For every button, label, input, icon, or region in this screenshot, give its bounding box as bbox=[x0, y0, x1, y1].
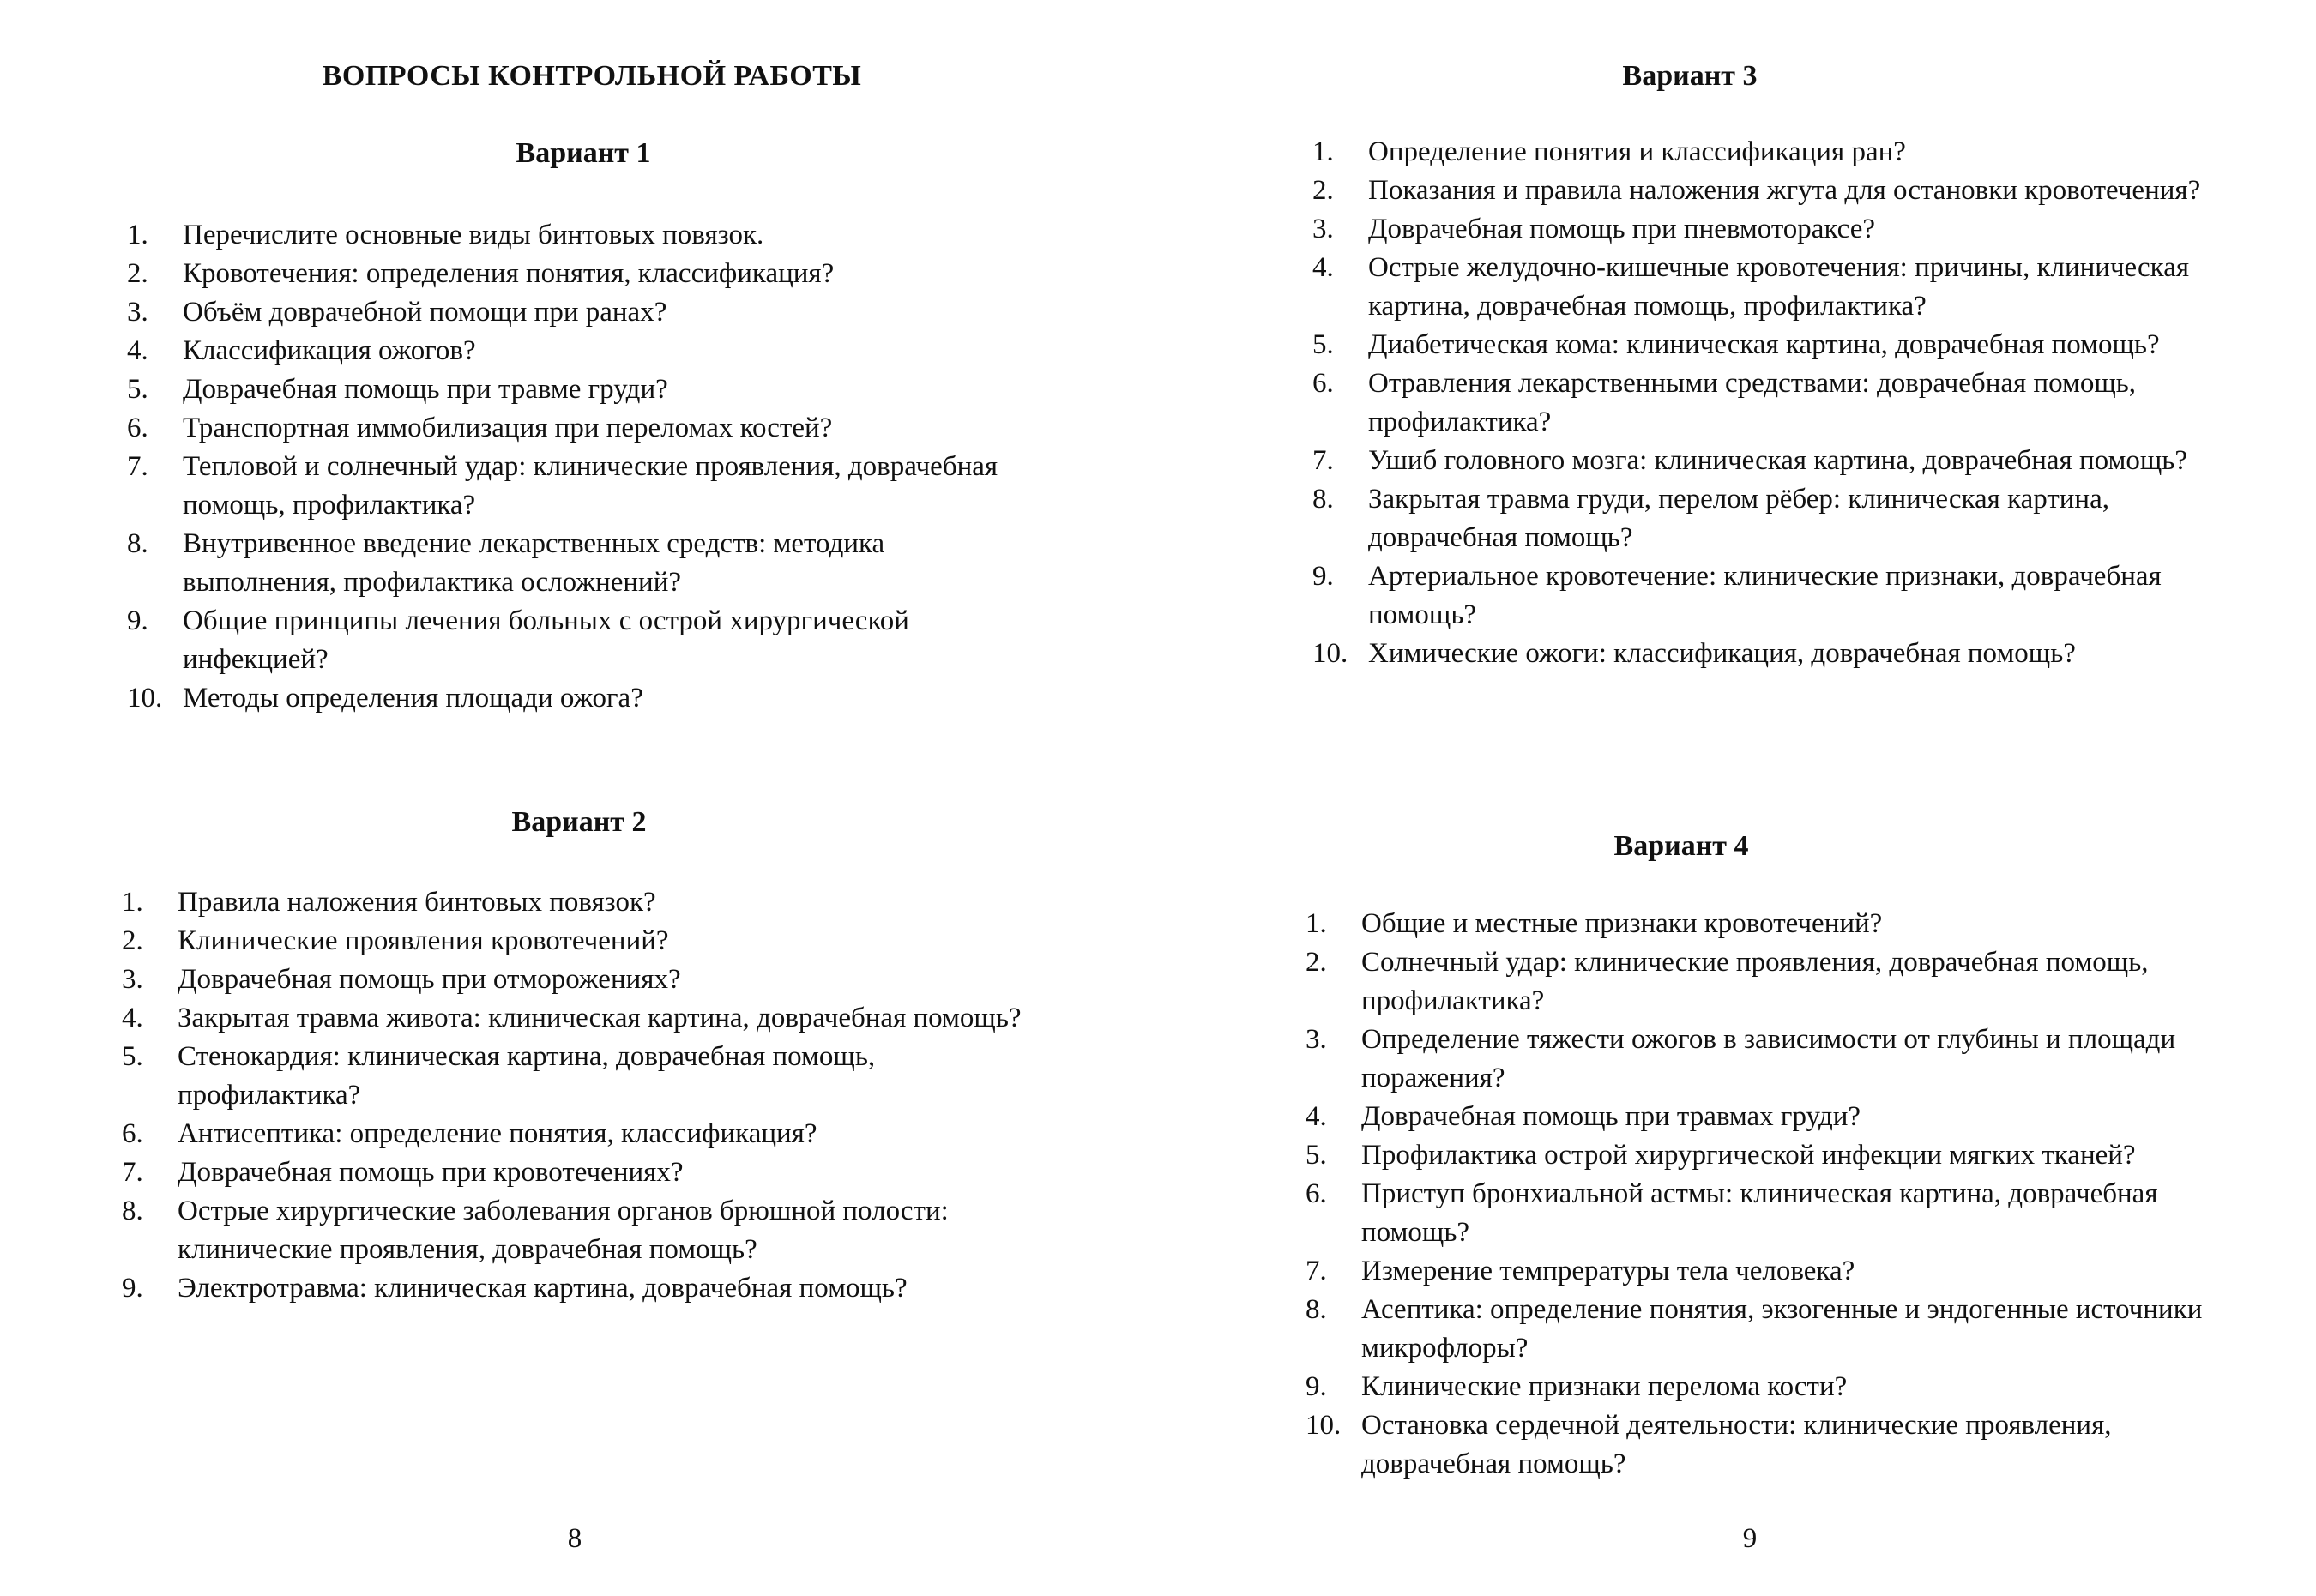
question-item bbox=[1306, 1136, 2258, 1175]
question-text: Приступ бронхиальной астмы: клиническая картина, доврачебная помощь? bbox=[1361, 1178, 2158, 1248]
page-number-left: 8 bbox=[567, 1523, 582, 1554]
variant-4-heading: Вариант 4 bbox=[1613, 830, 1749, 862]
question-number: 3. bbox=[1306, 1024, 1327, 1055]
question-item bbox=[122, 1269, 1036, 1308]
question-text: Антисептика: определение понятия, классификация? bbox=[178, 1118, 817, 1149]
question-number: 5. bbox=[122, 1041, 143, 1072]
question-text: Электротравма: клиническая картина, доврачебная помощь? bbox=[178, 1273, 908, 1304]
question-item bbox=[122, 1115, 1036, 1153]
question-text: Ушиб головного мозга: клиническая картина, доврачебная помощь? bbox=[1368, 445, 2187, 476]
question-item bbox=[122, 883, 1036, 922]
question-item bbox=[1306, 905, 2258, 943]
question-number: 7. bbox=[1306, 1256, 1327, 1286]
page-number-right: 9 bbox=[1742, 1523, 1758, 1554]
question-item bbox=[1306, 1098, 2258, 1136]
question-text: Острые хирургические заболевания органов брюшной полости: клинические проявления, доврачебная помощь? bbox=[178, 1195, 949, 1265]
question-item bbox=[1306, 1406, 2258, 1484]
variant-1-heading: Вариант 1 bbox=[516, 137, 651, 169]
question-number: 6. bbox=[122, 1118, 143, 1149]
question-text: Измерение темпрературы тела человека? bbox=[1361, 1256, 1855, 1286]
question-item bbox=[1306, 943, 2258, 1021]
question-item bbox=[1312, 210, 2256, 249]
question-item bbox=[122, 1153, 1036, 1192]
variant-4-question-list bbox=[1306, 905, 2258, 1484]
question-number: 8. bbox=[122, 1195, 143, 1226]
question-item bbox=[1306, 1252, 2258, 1291]
question-item bbox=[1306, 1175, 2258, 1252]
question-item bbox=[1312, 249, 2256, 326]
question-text: Закрытая травма живота: клиническая картина, доврачебная помощь? bbox=[178, 1003, 1022, 1033]
question-number: 7. bbox=[1312, 445, 1334, 476]
question-item bbox=[122, 999, 1036, 1038]
question-number: 10. bbox=[127, 683, 163, 714]
question-text: Общие и местные признаки кровотечений? bbox=[1361, 908, 1883, 939]
question-item bbox=[127, 448, 1036, 525]
question-text: Профилактика острой хирургической инфекции мягких тканей? bbox=[1361, 1140, 2136, 1171]
question-item bbox=[1306, 1368, 2258, 1406]
variant-3-heading: Вариант 3 bbox=[1622, 60, 1758, 92]
question-item bbox=[1312, 364, 2256, 442]
question-number: 2. bbox=[1306, 947, 1327, 978]
question-text: Тепловой и солнечный удар: клинические проявления, доврачебная помощь, профилактика? bbox=[183, 451, 998, 521]
question-text: Клинические признаки перелома кости? bbox=[1361, 1371, 1848, 1402]
question-text: Артериальное кровотечение: клинические признаки, доврачебная помощь? bbox=[1368, 561, 2162, 630]
question-number: 5. bbox=[127, 374, 148, 405]
question-text: Диабетическая кома: клиническая картина, доврачебная помощь? bbox=[1368, 329, 2160, 360]
question-number: 4. bbox=[127, 335, 148, 366]
question-item bbox=[127, 255, 1036, 293]
question-text: Доврачебная помощь при отморожениях? bbox=[178, 964, 681, 995]
question-number: 9. bbox=[1312, 561, 1334, 592]
question-item bbox=[122, 922, 1036, 961]
question-text: Стенокардия: клиническая картина, доврачебная помощь, профилактика? bbox=[178, 1041, 876, 1111]
question-item bbox=[127, 293, 1036, 332]
question-item bbox=[122, 961, 1036, 999]
question-text: Отравления лекарственными средствами: доврачебная помощь, профилактика? bbox=[1368, 368, 2137, 437]
question-number: 9. bbox=[127, 605, 148, 636]
question-item bbox=[127, 525, 1036, 602]
question-number: 1. bbox=[1312, 136, 1334, 167]
question-item bbox=[127, 409, 1036, 448]
question-item bbox=[127, 602, 1036, 679]
variant-3-question-list bbox=[1312, 133, 2256, 673]
question-number: 9. bbox=[122, 1273, 143, 1304]
question-number: 3. bbox=[1312, 214, 1334, 244]
question-number: 2. bbox=[1312, 175, 1334, 206]
right-page bbox=[1158, 0, 2316, 1596]
question-number: 5. bbox=[1306, 1140, 1327, 1171]
question-number: 6. bbox=[1306, 1178, 1327, 1209]
question-item bbox=[1306, 1021, 2258, 1098]
question-text: Общие принципы лечения больных с острой хирургической инфекцией? bbox=[183, 605, 909, 675]
question-item bbox=[127, 216, 1036, 255]
question-text: Объём доврачебной помощи при ранах? bbox=[183, 297, 667, 328]
question-number: 8. bbox=[1306, 1294, 1327, 1325]
question-number: 2. bbox=[127, 258, 148, 289]
question-number: 5. bbox=[1312, 329, 1334, 360]
question-number: 4. bbox=[122, 1003, 143, 1033]
question-text: Методы определения площади ожога? bbox=[183, 683, 643, 714]
question-text: Доврачебная помощь при травме груди? bbox=[183, 374, 668, 405]
question-number: 10. bbox=[1312, 638, 1348, 669]
question-text: Кровотечения: определения понятия, классификация? bbox=[183, 258, 835, 289]
question-item bbox=[1312, 635, 2256, 673]
question-number: 10. bbox=[1306, 1410, 1342, 1441]
variant-1-question-list bbox=[127, 216, 1036, 718]
question-number: 7. bbox=[122, 1157, 143, 1188]
question-text: Показания и правила наложения жгута для остановки кровотечения? bbox=[1368, 175, 2201, 206]
question-item bbox=[127, 370, 1036, 409]
question-text: Химические ожоги: классификация, доврачебная помощь? bbox=[1368, 638, 2076, 669]
question-text: Определение тяжести ожогов в зависимости от глубины и площади поражения? bbox=[1361, 1024, 2176, 1093]
question-number: 9. bbox=[1306, 1371, 1327, 1402]
question-number: 2. bbox=[122, 925, 143, 956]
question-text: Внутривенное введение лекарственных средств: методика выполнения, профилактика осложнений? bbox=[183, 528, 885, 598]
question-text: Правила наложения бинтовых повязок? bbox=[178, 887, 656, 918]
question-number: 6. bbox=[127, 413, 148, 443]
question-item bbox=[1312, 133, 2256, 172]
variant-2-heading: Вариант 2 bbox=[511, 806, 647, 838]
question-item bbox=[127, 679, 1036, 718]
question-text: Доврачебная помощь при травмах груди? bbox=[1361, 1101, 1861, 1132]
question-number: 8. bbox=[127, 528, 148, 559]
question-item bbox=[127, 332, 1036, 370]
question-text: Остановка сердечной деятельности: клинические проявления, доврачебная помощь? bbox=[1361, 1410, 2112, 1479]
question-text: Классификация ожогов? bbox=[183, 335, 476, 366]
question-text: Клинические проявления кровотечений? bbox=[178, 925, 669, 956]
question-text: Доврачебная помощь при кровотечениях? bbox=[178, 1157, 684, 1188]
question-item bbox=[1312, 172, 2256, 210]
question-item bbox=[1306, 1291, 2258, 1368]
question-number: 6. bbox=[1312, 368, 1334, 399]
question-number: 4. bbox=[1312, 252, 1334, 283]
question-number: 1. bbox=[1306, 908, 1327, 939]
question-item bbox=[1312, 480, 2256, 557]
question-text: Определение понятия и классификация ран? bbox=[1368, 136, 1906, 167]
question-number: 7. bbox=[127, 451, 148, 482]
question-text: Солнечный удар: клинические проявления, доврачебная помощь, профилактика? bbox=[1361, 947, 2149, 1016]
question-number: 1. bbox=[127, 220, 148, 250]
question-item bbox=[1312, 326, 2256, 364]
variant-2-question-list bbox=[122, 883, 1036, 1308]
question-number: 4. bbox=[1306, 1101, 1327, 1132]
question-number: 8. bbox=[1312, 484, 1334, 515]
question-item bbox=[122, 1038, 1036, 1115]
question-text: Асептика: определение понятия, экзогенные и эндогенные источники микрофлоры? bbox=[1361, 1294, 2203, 1364]
question-item bbox=[1312, 442, 2256, 480]
page-title: ВОПРОСЫ КОНТРОЛЬНОЙ РАБОТЫ bbox=[322, 60, 862, 92]
question-number: 3. bbox=[122, 964, 143, 995]
question-item bbox=[122, 1192, 1036, 1269]
question-text: Транспортная иммобилизация при переломах костей? bbox=[183, 413, 833, 443]
question-number: 1. bbox=[122, 887, 143, 918]
question-text: Перечислите основные виды бинтовых повязок. bbox=[183, 220, 764, 250]
question-text: Острые желудочно-кишечные кровотечения: причины, клиническая картина, доврачебная помощь, профилактика? bbox=[1368, 252, 2190, 322]
question-text: Закрытая травма груди, перелом рёбер: клиническая картина, доврачебная помощь? bbox=[1368, 484, 2109, 553]
question-text: Доврачебная помощь при пневмотораксе? bbox=[1368, 214, 1876, 244]
question-number: 3. bbox=[127, 297, 148, 328]
question-item bbox=[1312, 557, 2256, 635]
